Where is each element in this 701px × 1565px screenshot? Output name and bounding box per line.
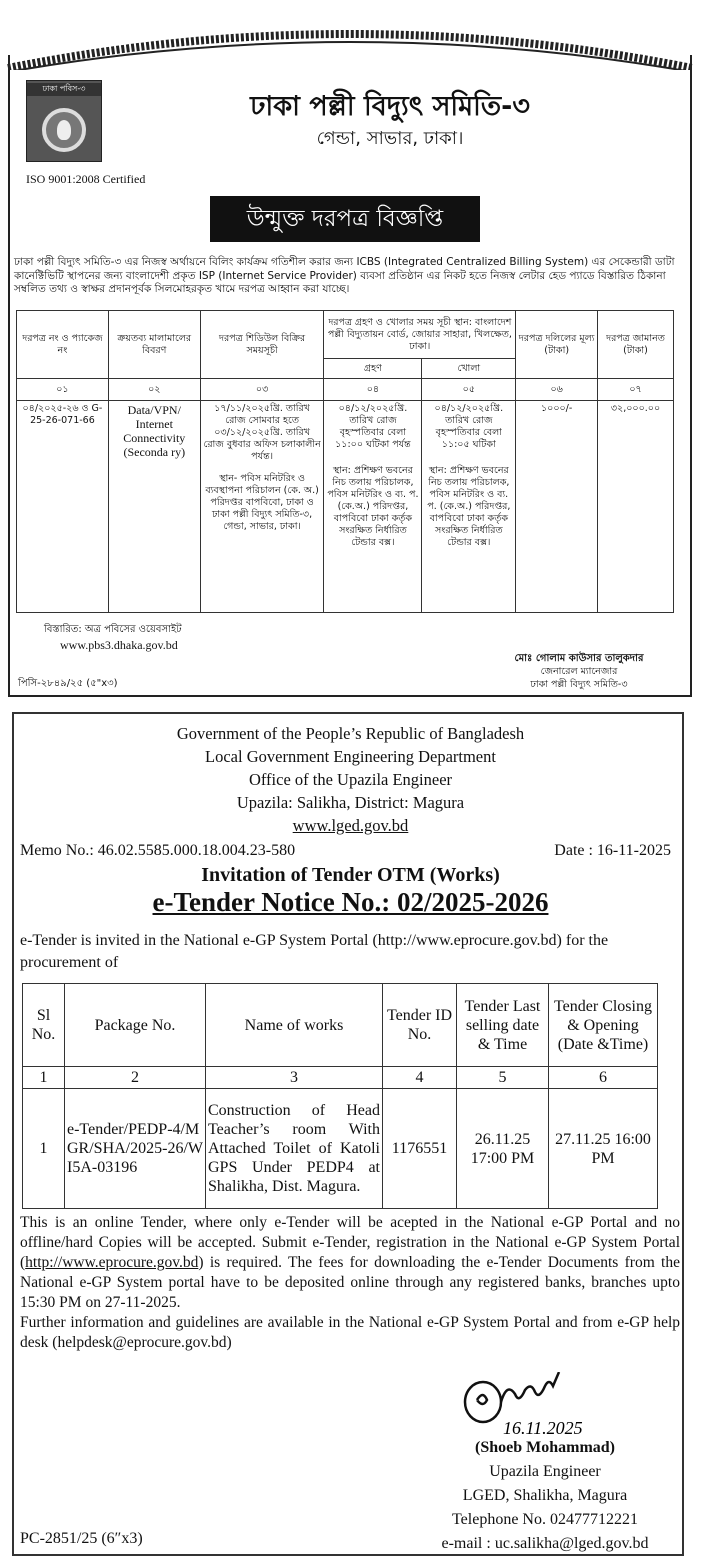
table-row bbox=[17, 401, 674, 613]
website-link[interactable]: www.pbs3.dhaka.gov.bd bbox=[60, 638, 178, 652]
header-line: Office of the Upazila Engineer bbox=[248, 770, 453, 789]
number-cell: ০৪ bbox=[324, 379, 422, 401]
handwritten-signature bbox=[455, 1372, 615, 1442]
notice-date: Date : 16-11-2025 bbox=[554, 842, 671, 859]
notice-banner: উন্মুক্ত দরপত্র বিজ্ঞপ্তি bbox=[210, 196, 480, 242]
package-cell: ০৪/২০২৫-২৬ ও G-25-26-071-66 bbox=[17, 401, 109, 613]
signer-phone: Telephone No. 02477712221 bbox=[452, 1511, 638, 1528]
signer-name: মোঃ গোলাম কাউসার তালুকদার bbox=[514, 653, 644, 664]
signer-name: (Shoeb Mohammad) bbox=[474, 1439, 615, 1456]
receive-place: স্থান: প্রশিক্ষণ ভবনের নিচ তলায় পরিচালক, পবিস মনিটরিং ও ব্য. প. (কে.অ.) পরিদপ্তর, বাপবিবো ঢাকা কর্তৃক সংরক্ষিত নির্ধারিত টেন্ডার বক্স। bbox=[327, 465, 419, 548]
table-row bbox=[23, 1089, 658, 1209]
header-cell: দরপত্র নং ও প্যাকেজ নং bbox=[17, 311, 109, 379]
subheader-cell: গ্রহণ bbox=[324, 359, 422, 379]
tender-id-cell: 1176551 bbox=[383, 1089, 457, 1209]
receive-text: ০৪/১২/২০২৫খ্রি. তারিখ রোজ বৃহস্পতিবার বেলা ১১:০০ ঘটিকা পর্যন্ত bbox=[335, 403, 411, 450]
tender-table-1 bbox=[16, 310, 674, 613]
header-cell: Sl No. bbox=[23, 984, 65, 1067]
header-cell: Name of works bbox=[206, 984, 383, 1067]
number-cell: ০৫ bbox=[422, 379, 516, 401]
signer-org: ঢাকা পল্লী বিদ্যুৎ সমিতি-৩ bbox=[530, 679, 628, 690]
number-cell: 3 bbox=[206, 1067, 383, 1089]
notice-number: e-Tender Notice No.: 02/2025-2026 bbox=[152, 887, 549, 917]
header-cell: দরপত্র গ্রহণ ও খোলার সময় সূচী স্থান: বাংলাদেশ পল্লী বিদ্যুতায়ন বোর্ড, জোয়ার সাহারা, খিলক্ষেত, ঢাকা। bbox=[324, 311, 516, 359]
tender-table-2 bbox=[22, 983, 658, 1209]
schedule-text: ১৭/১১/২০২৫খ্রি. তারিখ রোজ সোমবার হতে ০৩/১২/২০২৫খ্রি. তারিখ রোজ বুধবার অফিস চলাকালীন পর্যন্ত। bbox=[203, 403, 321, 462]
memo-number: Memo No.: 46.02.5585.000.18.004.23-580 bbox=[20, 842, 296, 859]
package-cell: e-Tender/PEDP-4/MGR/SHA/2025-26/WI5A-03196 bbox=[65, 1089, 206, 1209]
org-address: গেন্ডা, সাভার, ঢাকা। bbox=[316, 128, 464, 149]
number-cell: 1 bbox=[23, 1067, 65, 1089]
header-cell: দরপত্র জামানত (টাকা) bbox=[598, 311, 674, 379]
signer-office: LGED, Shalikha, Magura bbox=[462, 1487, 628, 1504]
notice-paragraph: ঢাকা পল্লী বিদ্যুৎ সমিতি-৩ এর নিজস্ব অর্থায়নে বিলিং কার্যক্রম গতিশীল করার জন্য ICBS (Integrated Centralized Billing System) এর সেকেন্ডারী ডাটা কানেক্টিভিটি স্থাপনের জন্য বাংলাদেশী প্রকৃত ISP (Internet Service Provider) ব্যবসা প্রতিষ্ঠান এর নিকট হতে নিজস্ব লেটার হেড প্যাডে বিস্তারিত ঠিকানা সম্বলিত তথ্য ও স্বাক্ষর প্রদানপূর্বক সিলমোহরকৃত খামে দরপত্র আহ্বান করা যাচ্ছে। bbox=[14, 256, 675, 295]
closing-date-cell: 27.11.25 16:00 PM bbox=[549, 1089, 658, 1209]
header-cell: Package No. bbox=[65, 984, 206, 1067]
signer-block bbox=[420, 1436, 670, 1556]
signer-title: জেনারেল ম্যানেজার bbox=[540, 666, 618, 677]
signer-block bbox=[479, 652, 679, 691]
price-cell: ১০০০/- bbox=[516, 401, 598, 613]
terms-text: ) is required. The fees for downloading the e-Tender Documents from the National e-GP System portal have to be deposited online through any registered banks, branches upto 15:30 PM on 27-11-2025. bbox=[20, 1254, 680, 1311]
sl-cell: 1 bbox=[23, 1089, 65, 1209]
number-cell: 2 bbox=[65, 1067, 206, 1089]
details-label: বিস্তারিত: অত্র পবিসের ওয়েবসাইট bbox=[44, 624, 182, 635]
signature-date: 16.11.2025 bbox=[503, 1418, 583, 1438]
schedule-place: স্থান- পবিস মনিটরিং ও ব্যবস্থাপনা পরিচালন (কে. অ.) পরিদপ্তর বাপবিবো, ঢাকা ও ঢাকা পল্লী বিদ্যুৎ সমিতি-৩, গেন্ডা, সাভার, ঢাকা। bbox=[205, 473, 319, 532]
further-info-text: Further information and guidelines are available in the National e-GP System Portal and from e-GP help desk (helpdesk@eprocure.gov.bd) bbox=[20, 1314, 680, 1351]
iso-certification: ISO 9001:2008 Certified bbox=[26, 172, 146, 186]
header-cell: Tender Closing & Opening (Date &Time) bbox=[549, 984, 658, 1067]
open-cell bbox=[422, 401, 516, 613]
schedule-cell bbox=[200, 401, 324, 613]
open-place: স্থান: প্রশিক্ষণ ভবনের নিচ তলায় পরিচালক, পবিস মনিটরিং ও ব্য. প. (কে.অ.) পরিদপ্তর, বাপবিবো ঢাকা কর্তৃক সংরক্ষিত নির্ধারিত টেন্ডার বক্স। bbox=[427, 465, 511, 548]
security-cell: ৩২,০০০.০০ bbox=[598, 401, 674, 613]
number-cell: ০২ bbox=[108, 379, 200, 401]
intro-paragraph: e-Tender is invited in the National e-GP System Portal (http://www.eprocure.gov.bd) for the procurement of bbox=[20, 932, 609, 971]
header-cell: Tender ID No. bbox=[383, 984, 457, 1067]
header-cell: দরপত্র শিডিউল বিক্রির সময়সূচী bbox=[200, 311, 324, 379]
selling-date-cell: 26.11.25 17:00 PM bbox=[457, 1089, 549, 1209]
header-cell: দরপত্র দলিলের মূল্য (টাকা) bbox=[516, 311, 598, 379]
terms-text: This is an online Tender, where only e-Tender will be acepted in the National e-GP Portal and no offline/hard Copies will be accepted. Submit e-Tender, registration in the National e-GP System Portal ( bbox=[20, 1214, 680, 1271]
number-cell: ০৩ bbox=[200, 379, 324, 401]
invitation-title: Invitation of Tender OTM (Works) bbox=[201, 864, 500, 886]
pc-number: PC-2851/25 (6″x3) bbox=[20, 1530, 143, 1547]
item-cell: Data/VPN/ Internet Connectivity (Seconda ry) bbox=[108, 401, 200, 613]
number-cell: 5 bbox=[457, 1067, 549, 1089]
signer-title: Upazila Engineer bbox=[489, 1463, 601, 1480]
number-cell: ০৭ bbox=[598, 379, 674, 401]
pc-number: পিসি-২৮৪৯/২৫ (৫"x৩) bbox=[18, 678, 118, 689]
bulb-icon bbox=[42, 108, 86, 152]
number-cell: 4 bbox=[383, 1067, 457, 1089]
website-link[interactable]: www.lged.gov.bd bbox=[292, 816, 409, 835]
number-cell: ০১ bbox=[17, 379, 109, 401]
terms-paragraph bbox=[20, 1213, 680, 1353]
header-line: Government of the People’s Republic of Bangladesh bbox=[176, 724, 525, 743]
subheader-cell: খোলা bbox=[422, 359, 516, 379]
header-cell: ক্রয়তব্য মালামালের বিবরণ bbox=[108, 311, 200, 379]
number-cell: ০৬ bbox=[516, 379, 598, 401]
org-title: ঢাকা পল্লী বিদ্যুৎ সমিতি-৩ bbox=[250, 91, 530, 122]
header-cell: Tender Last selling date & Time bbox=[457, 984, 549, 1067]
signer-email[interactable]: e-mail : uc.salikha@lged.gov.bd bbox=[441, 1535, 649, 1552]
pbs-logo bbox=[26, 80, 102, 162]
logo-text: ঢাকা পবিস-৩ bbox=[27, 83, 101, 96]
receive-cell bbox=[324, 401, 422, 613]
open-text: ০৪/১২/২০২৫খ্রি. তারিখ রোজ বৃহস্পতিবার বেলা ১১:০৫ ঘটিকা bbox=[434, 403, 504, 450]
work-cell: Construction of Head Teacher’s room With Attached Toilet of Katoli GPS Under PEDP4 at Shalikha, Dist. Magura. bbox=[206, 1089, 383, 1209]
header-line: Upazila: Salikha, District: Magura bbox=[236, 793, 465, 812]
number-cell: 6 bbox=[549, 1067, 658, 1089]
eprocure-link[interactable]: http://www.eprocure.gov.bd bbox=[25, 1254, 199, 1271]
header-line: Local Government Engineering Department bbox=[205, 747, 496, 766]
